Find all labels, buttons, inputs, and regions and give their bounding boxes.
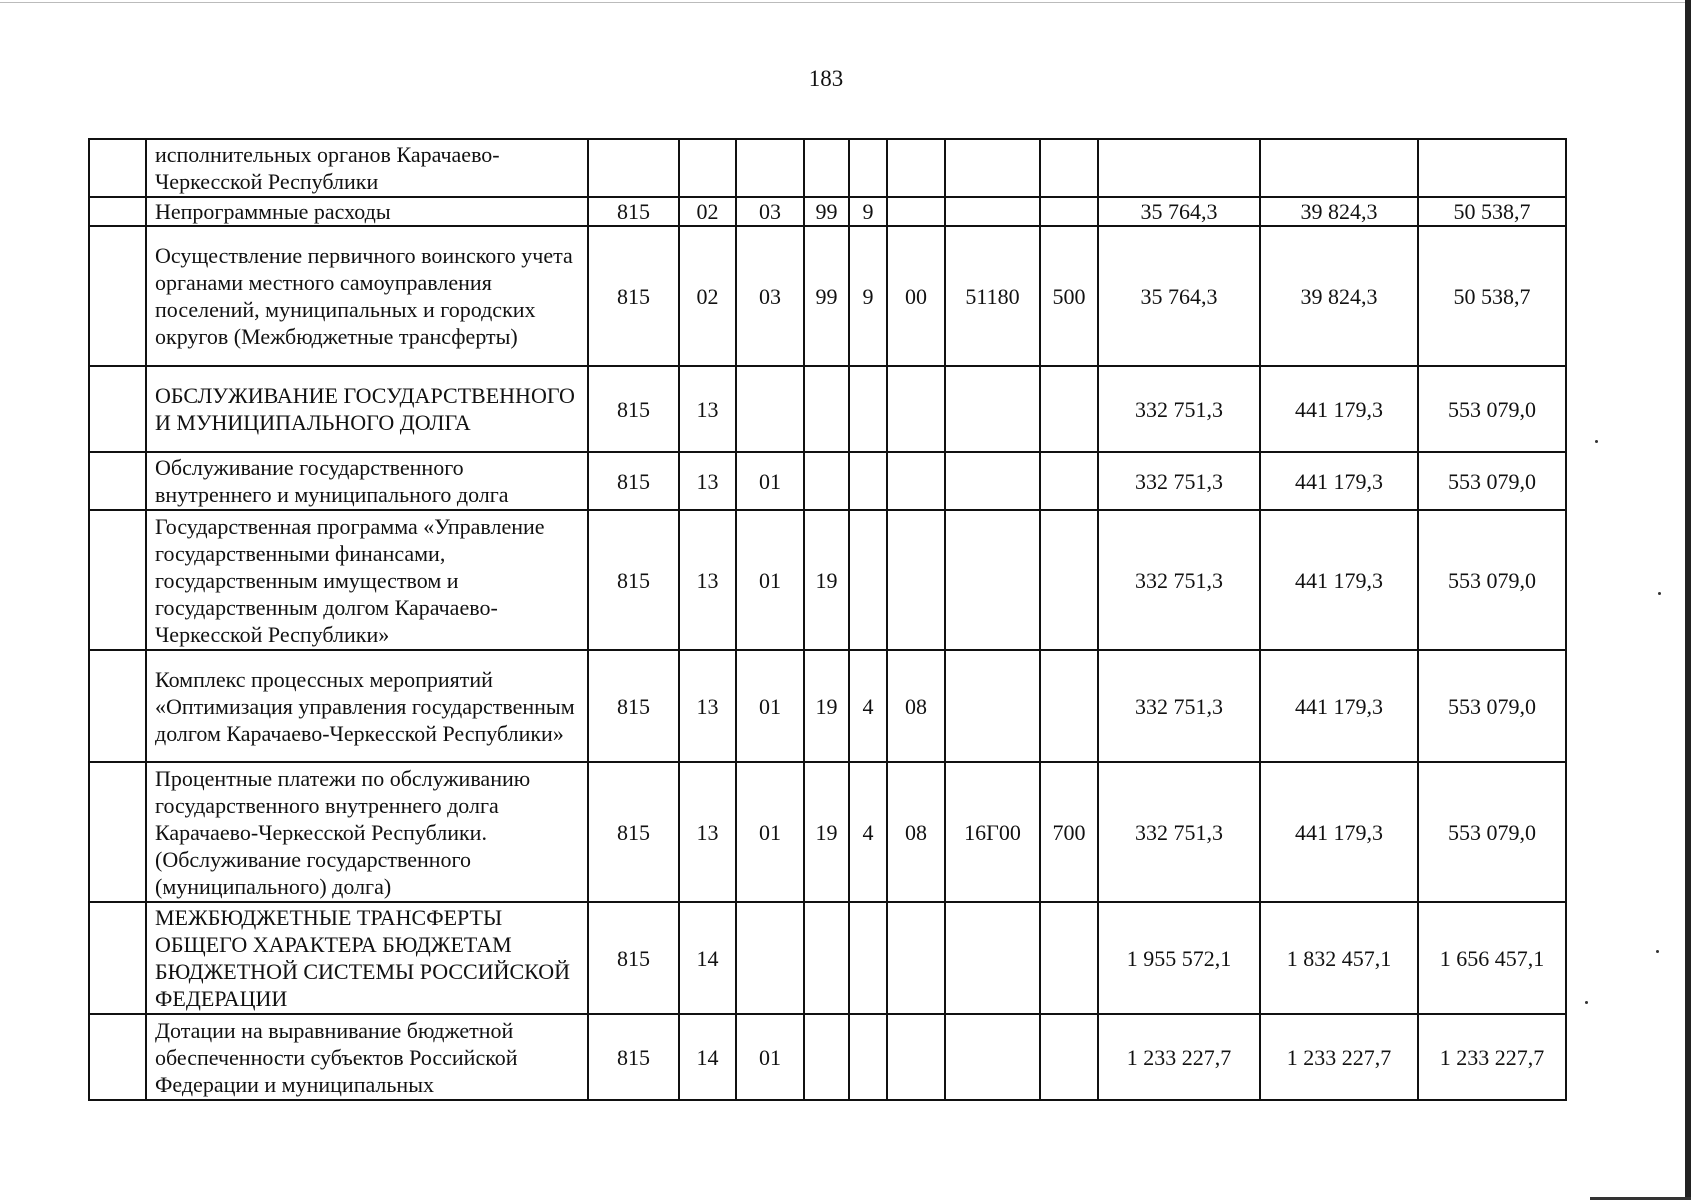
- row-index-cell: [89, 226, 146, 366]
- cell-rz: 13: [679, 452, 736, 510]
- cell-y2: 39 824,3: [1260, 226, 1418, 366]
- cell-p1: [804, 366, 849, 452]
- cell-p4: [945, 1014, 1040, 1100]
- table-row: [89, 366, 1566, 452]
- cell-pr: 01: [736, 762, 804, 902]
- cell-vr: [1040, 197, 1098, 226]
- cell-y1: 1 955 572,1: [1098, 902, 1260, 1014]
- cell-p4: [945, 197, 1040, 226]
- cell-p4: [945, 366, 1040, 452]
- cell-y3: 553 079,0: [1418, 366, 1566, 452]
- cell-name: Государственная программа «Управление государственными финансами, государственным имуществом и государственным долгом Карачаево-Черкесской Республики»: [146, 510, 588, 650]
- cell-vr: [1040, 902, 1098, 1014]
- cell-y2: 1 233 227,7: [1260, 1014, 1418, 1100]
- cell-y2: 441 179,3: [1260, 510, 1418, 650]
- cell-ved: 815: [588, 197, 679, 226]
- scan-speck: [1585, 1001, 1588, 1004]
- cell-y1: 1 233 227,7: [1098, 1014, 1260, 1100]
- cell-p2: [849, 1014, 887, 1100]
- cell-p1: 99: [804, 226, 849, 366]
- cell-y2: 441 179,3: [1260, 452, 1418, 510]
- cell-p3: [887, 510, 945, 650]
- row-index-cell: [89, 902, 146, 1014]
- cell-name: Непрограммные расходы: [146, 197, 588, 226]
- cell-p1: 19: [804, 510, 849, 650]
- cell-vr: [1040, 366, 1098, 452]
- cell-name: Обслуживание государственного внутреннего и муниципального долга: [146, 452, 588, 510]
- cell-p3: [887, 197, 945, 226]
- cell-p1: [804, 452, 849, 510]
- cell-pr: 03: [736, 197, 804, 226]
- cell-pr: 01: [736, 510, 804, 650]
- cell-name: Дотации на выравнивание бюджетной обеспеченности субъектов Российской Федерации и муниципальных: [146, 1014, 588, 1100]
- row-index-cell: [89, 139, 146, 197]
- cell-p2: [849, 366, 887, 452]
- cell-name: исполнительных органов Карачаево-Черкесской Республики: [146, 139, 588, 197]
- table-row: [89, 762, 1566, 902]
- cell-pr: 01: [736, 452, 804, 510]
- cell-y2: 39 824,3: [1260, 197, 1418, 226]
- row-index-cell: [89, 452, 146, 510]
- scan-speck: [1595, 440, 1598, 443]
- budget-table: [88, 138, 1567, 1101]
- cell-p1: [804, 1014, 849, 1100]
- cell-rz: 14: [679, 902, 736, 1014]
- table-row: [89, 1014, 1566, 1100]
- cell-name: МЕЖБЮДЖЕТНЫЕ ТРАНСФЕРТЫ ОБЩЕГО ХАРАКТЕРА БЮДЖЕТАМ БЮДЖЕТНОЙ СИСТЕМЫ РОССИЙСКОЙ ФЕДЕРАЦИИ: [146, 902, 588, 1014]
- cell-y2: [1260, 139, 1418, 197]
- cell-name: Осуществление первичного воинского учета органами местного самоуправления поселений, муниципальных и городских округов (Межбюджетные трансферты): [146, 226, 588, 366]
- table-row: [89, 650, 1566, 762]
- table-row: [89, 902, 1566, 1014]
- cell-name: Процентные платежи по обслуживанию государственного внутреннего долга Карачаево-Черкесской Республики. (Обслуживание государственного (муниципального) долга): [146, 762, 588, 902]
- cell-y3: 553 079,0: [1418, 510, 1566, 650]
- cell-vr: [1040, 1014, 1098, 1100]
- cell-p1: [804, 139, 849, 197]
- cell-ved: 815: [588, 226, 679, 366]
- cell-p1: 19: [804, 650, 849, 762]
- cell-rz: 13: [679, 650, 736, 762]
- cell-rz: 13: [679, 366, 736, 452]
- scan-edge-top: [0, 2, 1691, 3]
- cell-p4: [945, 139, 1040, 197]
- cell-p2: 9: [849, 197, 887, 226]
- scan-speck: [1658, 592, 1661, 595]
- cell-name: ОБСЛУЖИВАНИЕ ГОСУДАРСТВЕННОГО И МУНИЦИПАЛЬНОГО ДОЛГА: [146, 366, 588, 452]
- cell-p2: 9: [849, 226, 887, 366]
- cell-ved: 815: [588, 762, 679, 902]
- cell-p3: [887, 452, 945, 510]
- cell-y1: 332 751,3: [1098, 452, 1260, 510]
- cell-rz: 02: [679, 197, 736, 226]
- cell-ved: 815: [588, 650, 679, 762]
- cell-y1: 332 751,3: [1098, 510, 1260, 650]
- cell-p3: [887, 1014, 945, 1100]
- cell-y3: 1 233 227,7: [1418, 1014, 1566, 1100]
- cell-vr: [1040, 650, 1098, 762]
- cell-ved: 815: [588, 452, 679, 510]
- cell-rz: 13: [679, 762, 736, 902]
- cell-p1: 19: [804, 762, 849, 902]
- row-index-cell: [89, 762, 146, 902]
- cell-y1: [1098, 139, 1260, 197]
- cell-p3: [887, 366, 945, 452]
- cell-y3: 1 656 457,1: [1418, 902, 1566, 1014]
- cell-p2: 4: [849, 762, 887, 902]
- cell-p2: [849, 902, 887, 1014]
- table-row: [89, 510, 1566, 650]
- cell-p2: [849, 510, 887, 650]
- cell-p1: [804, 902, 849, 1014]
- row-index-cell: [89, 650, 146, 762]
- cell-p3: 00: [887, 226, 945, 366]
- cell-p2: 4: [849, 650, 887, 762]
- cell-p2: [849, 452, 887, 510]
- cell-y1: 35 764,3: [1098, 197, 1260, 226]
- cell-y3: 553 079,0: [1418, 452, 1566, 510]
- cell-y1: 332 751,3: [1098, 366, 1260, 452]
- table-row: [89, 452, 1566, 510]
- cell-rz: [679, 139, 736, 197]
- table-body: [89, 139, 1566, 1100]
- cell-p4: 16Г00: [945, 762, 1040, 902]
- cell-p4: [945, 452, 1040, 510]
- table-row: [89, 139, 1566, 197]
- cell-y2: 1 832 457,1: [1260, 902, 1418, 1014]
- cell-ved: 815: [588, 1014, 679, 1100]
- scan-edge-right: [1685, 0, 1691, 1200]
- cell-vr: 500: [1040, 226, 1098, 366]
- cell-pr: 01: [736, 650, 804, 762]
- cell-rz: 13: [679, 510, 736, 650]
- cell-pr: 01: [736, 1014, 804, 1100]
- cell-p4: 51180: [945, 226, 1040, 366]
- cell-pr: [736, 902, 804, 1014]
- cell-p1: 99: [804, 197, 849, 226]
- cell-y2: 441 179,3: [1260, 762, 1418, 902]
- cell-p4: [945, 650, 1040, 762]
- cell-p4: [945, 510, 1040, 650]
- table-row: [89, 197, 1566, 226]
- page-number: 183: [808, 66, 844, 91]
- cell-vr: [1040, 510, 1098, 650]
- cell-ved: 815: [588, 510, 679, 650]
- cell-y3: [1418, 139, 1566, 197]
- cell-p3: 08: [887, 762, 945, 902]
- cell-y3: 50 538,7: [1418, 226, 1566, 366]
- cell-pr: [736, 139, 804, 197]
- cell-p2: [849, 139, 887, 197]
- row-index-cell: [89, 1014, 146, 1100]
- cell-p3: [887, 902, 945, 1014]
- row-index-cell: [89, 510, 146, 650]
- row-index-cell: [89, 197, 146, 226]
- cell-y3: 553 079,0: [1418, 650, 1566, 762]
- cell-rz: 02: [679, 226, 736, 366]
- cell-ved: 815: [588, 366, 679, 452]
- cell-ved: 815: [588, 902, 679, 1014]
- cell-p3: 08: [887, 650, 945, 762]
- table-row: [89, 226, 1566, 366]
- cell-y2: 441 179,3: [1260, 650, 1418, 762]
- cell-pr: 03: [736, 226, 804, 366]
- cell-p3: [887, 139, 945, 197]
- cell-y3: 553 079,0: [1418, 762, 1566, 902]
- cell-y2: 441 179,3: [1260, 366, 1418, 452]
- cell-y1: 35 764,3: [1098, 226, 1260, 366]
- cell-vr: 700: [1040, 762, 1098, 902]
- cell-y3: 50 538,7: [1418, 197, 1566, 226]
- cell-p4: [945, 902, 1040, 1014]
- cell-rz: 14: [679, 1014, 736, 1100]
- scan-speck: [1656, 950, 1659, 953]
- cell-vr: [1040, 452, 1098, 510]
- cell-y1: 332 751,3: [1098, 762, 1260, 902]
- cell-vr: [1040, 139, 1098, 197]
- row-index-cell: [89, 366, 146, 452]
- cell-y1: 332 751,3: [1098, 650, 1260, 762]
- cell-ved: [588, 139, 679, 197]
- cell-name: Комплекс процессных мероприятий «Оптимизация управления государственным долгом Карачаево-Черкесской Республики»: [146, 650, 588, 762]
- cell-pr: [736, 366, 804, 452]
